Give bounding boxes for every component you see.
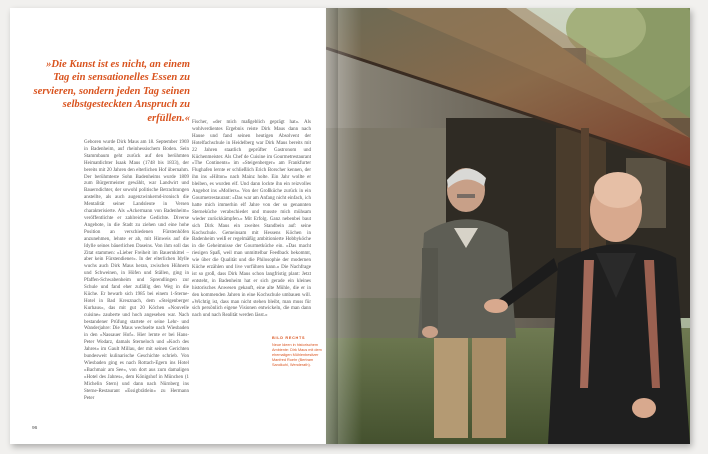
body-text-column-2: Fischer, »der mich maßgeblich geprägt hat«. Als wohlverdientes Ergebnis reiste Dirk Maus dann nach Hause und fand seinen heutigen Absolvent der Hotelfachschule in Heidelberg war Dirk Maus bereits mit 22 Jahren staatlich geprüfter Gastronom und Küchenmeister. Als Chef de Cuisine im Gourmetrestaurant »The Continents« im »Steigenberger« am Frankfurter Flughafen lernte er schließlich Erich Borscher kennen, der ihn ins »Hilton« nach Mainz holte. Ein Jahr wollte er bleiben, es wurden elf. Und dann lockte ihn ein reizvolles Angebot ins »Mollers«. Von der Großküche zurück in ein Gourmetrestaurant: »Das war am Anfang nicht einfach, ich hatte mich immerhin elf Jahre von der so genannten Sterneküche verabschiedet und musste mich mühsam wieder zurückkämpfen.« Mit Erfolg. Ganz nebenbei baut sich Dirk Maus ein zweites Standbein auf: seine Kochschule. Gemeinsam mit Hessens Köchen in Badenheim weiß er regelmäßig ambitionierte Hobbyköche in die Geheimnisse der Gourmetküche ein. »Das macht riesigen Spaß, weil man unmittelbar Feedback bekommt, wie über die Qualität und die Philosophie der modernen Küche erzählen und live vorführen kann.« Die Nachfrage ist so groß, dass Dirk Maus schon langfristig plant: Jetzt entsteht, in Badenheim hat er sich gerade ein kleines historisches Anwesen gekauft, eine alte Mühle, die er in den kommenden Jahren in eine Kochschule umbauen will. »Wichtig ist, dass man nicht stehen bleibt, man muss für sich persönlich eigene Visionen entwickeln, die man dann nach und nach Realität werden lässt.« bbox=[192, 120, 311, 319]
body-text-column-1: Geboren wurde Dirk Maus am 18. September 1969 in Badenheim, auf rheinhessischem Boden. Sein Stammbaum geht zurück auf den berühmten Heimatdichter Isaak Maus (1748 bis 1833), der bereits mit 20 Jahren den elterlichen Hof übernahm. Der berühmteste Sohn Badenheims wurde 1809 zum Bürgermeister gewählt, war Landwirt und Bauerndichter, der sowohl politische Betrachtungen anstellte, als auch augenzwinkernd-ironisch die Mentalität seiner Landsleute in Versen charakterisierte. Als »Ackermann von Badenheim« veröffentlichte er zahlreiche Gedichte. Diverse Angebote, in die Stadt zu ziehen und eine hohe Position an verschiedenen Fürstenhöfen anzunehmen, lehnte er ab, mit Hinweis auf die Idylle seines bäuerlichen Daseins. Von ihm soll das Zitat stammen: »Lieber Freiheit im Bauernkittel – aber kein Fürstendiener«. In der elterlichen Idylle wuchs auch Dirk Maus heran, zwischen Hühnern und Schweinen, in Höfen und Ställen, ging in Pfaffen-Schwabenheim und Sprendlingen zur Schule und fand eher zufällig den Weg in die Küche. Er bewarb sich 1985 bei einem 1-Sterne-Hotel in Bad Kreuznach, dem »Steigenberger Kurhaus«, das mit gut 20 Köchen »Nouvelle cuisine« zauberte und hoch angesehen war. Nach bestandener Prüfung startete er seine Lehr- und Wanderjahre: Die Maus wechselte nach Wiesbaden in den »Nassauer Hof«. Hier lernte er bei Hans-Peter Wodarz, damals Sterneloch und »Koch des Jahres« im Gault Millau, der mit seinen Gerichten bundesweit kulinarische Geschichte schrieb. Von Wiesbaden ging es nach Rottach-Egern ins Hotel »Bachmair am See«, von dort aus zum damaligen »Hotel des Jahres«, dem Königshof in München (1 Michelin Stern) und dann nach Nürnberg ins Sterne-Restaurant »Essigbrätlein« zu Hermann Peter bbox=[84, 140, 189, 401]
photo-two-men-farmyard bbox=[326, 8, 690, 444]
photo-caption bbox=[272, 336, 326, 368]
pull-quote: »Die Kunst ist es nicht, an einem Tag ein sensationelles Essen zu servieren, sondern jeden Tag seinen selbstgesteckten Anspruch zu erfüllen.« bbox=[33, 59, 190, 124]
spine-gutter bbox=[324, 8, 338, 444]
magazine-spread bbox=[10, 8, 690, 444]
caption-text: Neue Ideen in historischem Ambiente: Dirk Maus mit dem ehemaligen Mühlenbesitzer Manfred Roehr (Bertram Sandkuhl, Wenderath). bbox=[272, 343, 322, 367]
page-number: 96 bbox=[32, 426, 38, 431]
caption-heading: BILD RECHTS bbox=[272, 336, 306, 340]
